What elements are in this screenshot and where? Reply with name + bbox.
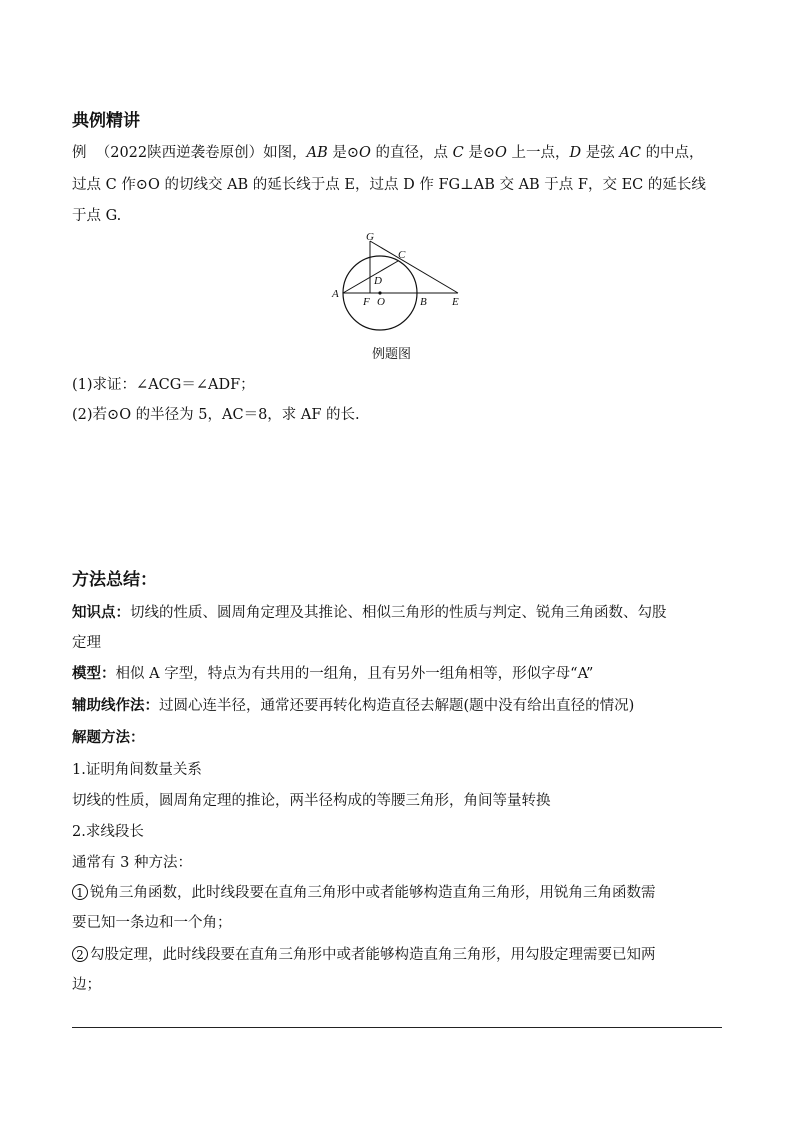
method-1-cont: 要已知一条边和一个角；: [72, 915, 232, 931]
number-2-badge: 2: [72, 946, 88, 962]
problem-line-1: 例 （2022陕西逆袭卷原创）如图，AB 是⊙O 的直径，点 C 是⊙O 上一点，D 是弦 AC 的中点，: [72, 145, 704, 161]
step2-intro: 通常有 3 种方法：: [72, 855, 192, 871]
aux-label: 辅助线作法：: [72, 698, 159, 714]
model-label: 模型：: [72, 666, 116, 682]
method-title: 方法总结：: [72, 570, 157, 590]
step1-title: 1.证明角间数量关系: [72, 762, 202, 778]
label-b: B: [420, 296, 427, 308]
method-2: 2 勾股定理，此时线段要在直角三角形中或者能够构造直角三角形，用勾股定理需要已知两: [72, 945, 656, 965]
number-1-badge: 1: [72, 884, 88, 900]
problem-source: （2022陕西逆袭卷原创）: [95, 145, 264, 161]
example-label: 例: [72, 145, 87, 161]
label-e: E: [452, 296, 459, 308]
geometry-figure: [328, 228, 468, 338]
center-point: [378, 291, 381, 294]
model-line: 模型：相似 A 字型，特点为有共用的一组角，且有另外一组角相等，形似字母“A”: [72, 666, 594, 682]
tangent-ge: [370, 241, 458, 293]
knowledge-label: 知识点：: [72, 605, 130, 621]
method-2-cont: 边；: [72, 977, 101, 993]
label-o: O: [377, 296, 385, 308]
label-c: C: [398, 249, 406, 261]
problem-line-2: 过点 C 作⊙O 的切线交 AB 的延长线于点 E，过点 D 作 FG⊥AB 交 AB 于点 F，交 EC 的延长线: [72, 177, 706, 193]
label-f: F: [363, 296, 370, 308]
problem-line-3: 于点 G.: [72, 208, 122, 224]
knowledge-line-2: 定理: [72, 635, 101, 651]
step1-text: 切线的性质，圆周角定理的推论，两半径构成的等腰三角形，角间等量转换: [72, 793, 551, 809]
step2-title: 2.求线段长: [72, 824, 144, 840]
label-d: D: [374, 275, 382, 287]
aux-line: 辅助线作法：过圆心连半径，通常还要再转化构造直径去解题(题中没有给出直径的情况): [72, 698, 635, 714]
figure-caption: 例题图: [372, 347, 412, 362]
label-a: A: [332, 288, 339, 300]
question-2: (2)若⊙O 的半径为 5，AC＝8，求 AF 的长.: [72, 407, 360, 423]
example-title: 典例精讲: [72, 111, 140, 131]
footer-divider: [72, 1027, 722, 1028]
question-1: (1)求证：∠ACG＝∠ADF；: [72, 377, 255, 393]
solve-label: 解题方法：: [72, 730, 145, 746]
method-1: 1 锐角三角函数，此时线段要在直角三角形中或者能够构造直角三角形，用锐角三角函数需: [72, 883, 656, 903]
knowledge-line: 知识点：切线的性质、圆周角定理及其推论、相似三角形的性质与判定、锐角三角函数、勾股: [72, 605, 667, 621]
label-g: G: [366, 231, 374, 243]
